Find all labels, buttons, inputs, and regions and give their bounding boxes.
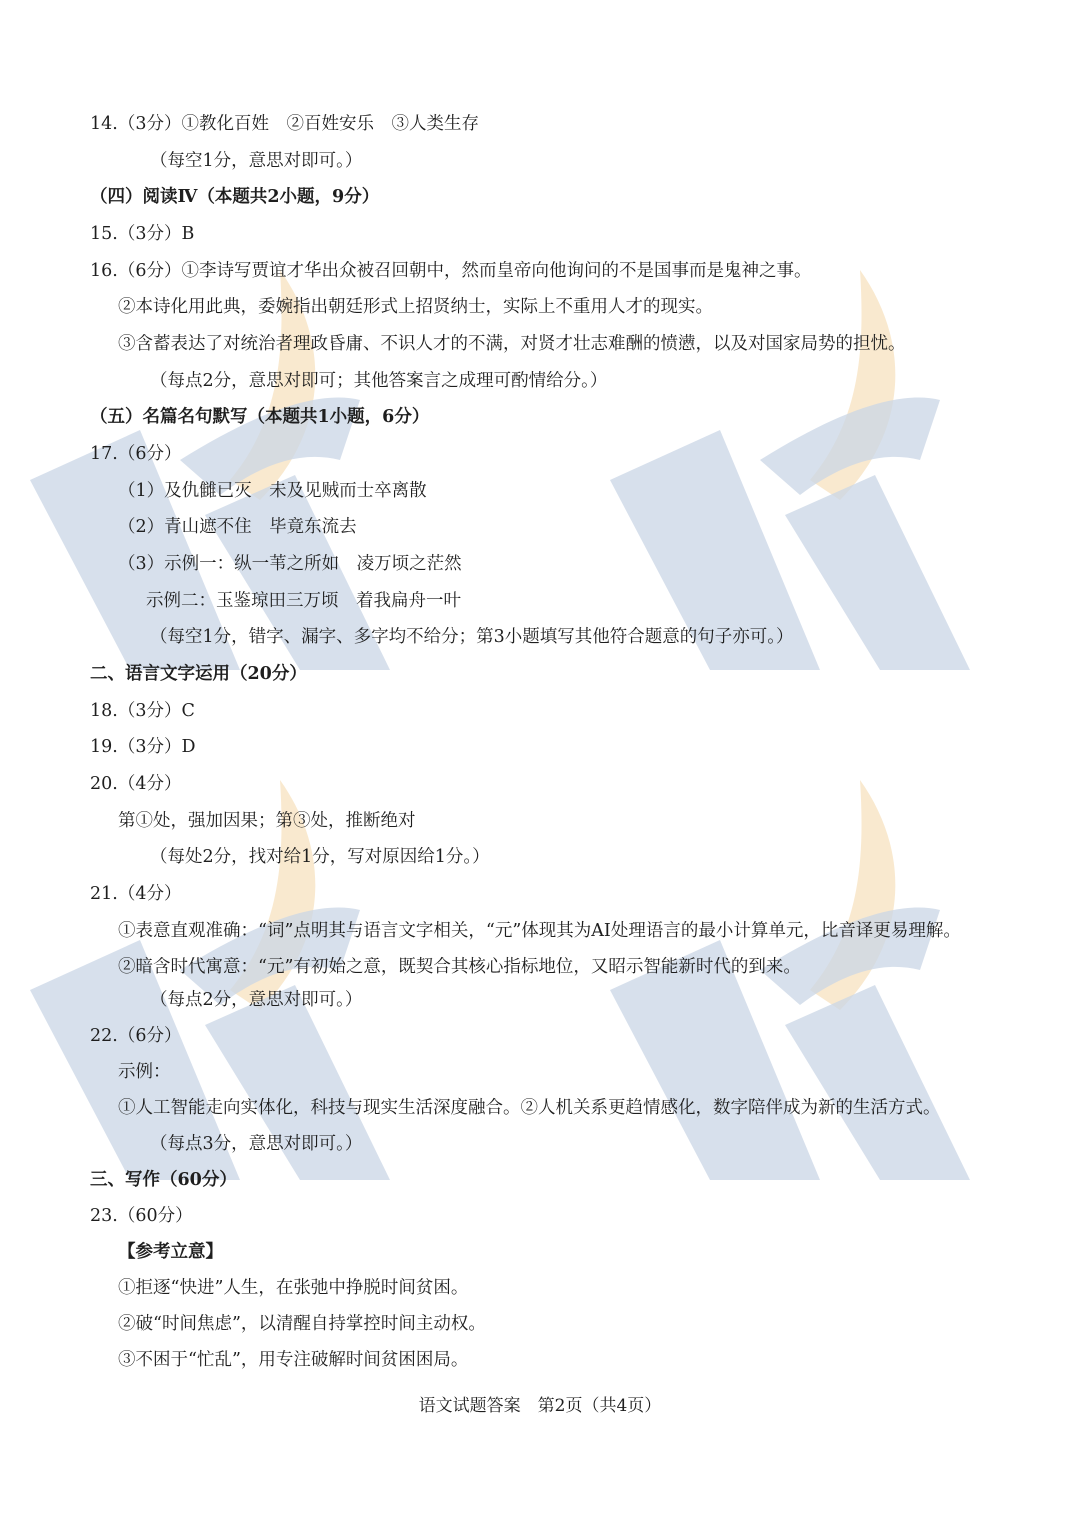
scoring-note-21: （每点2分，意思对即可。） [150,990,363,1010]
section-heading-famous-lines: （五）名篇名句默写（本题共1小题，6分） [90,407,430,427]
answer-17-item-2: （2）青山遮不住 毕竟东流去 [118,517,357,537]
answer-20-heading: 20.（4分） [90,774,182,794]
answer-21-heading: 21.（4分） [90,884,182,904]
answer-21-point-2: ②暗含时代寓意：“元”有初始之意，既契合其核心指标地位，又昭示智能新时代的到来。 [118,957,801,977]
answer-22-heading: 22.（6分） [90,1026,182,1046]
answer-17-item-3-example-1: （3）示例一：纵一苇之所如 凌万顷之茫然 [118,554,462,574]
answer-22-content: ①人工智能走向实体化，科技与现实生活深度融合。②人机关系更趋情感化，数字陪伴成为新的生活方式。 [118,1098,941,1118]
scoring-note-17: （每空1分，错字、漏字、多字均不给分；第3小题填写其他符合题意的句子亦可。） [150,627,794,647]
page-footer: 语文试题答案 第2页（共4页） [418,1396,662,1416]
section-heading-reading-4: （四）阅读Ⅳ（本题共2小题，9分） [90,187,380,207]
answer-17-heading: 17.（6分） [90,444,182,464]
watermark-mark [610,780,970,1180]
answer-22-example-label: 示例： [118,1062,171,1082]
answer-18: 18.（3分）C [90,701,195,721]
answer-15: 15.（3分）B [90,224,195,244]
reference-ideas-heading: 【参考立意】 [118,1242,223,1262]
answer-21-point-1: ①表意直观准确：“词”点明其与语言文字相关，“元”体现其为AI处理语言的最小计算单元，比音译更易理解。 [118,921,961,941]
scoring-note-22: （每点3分，意思对即可。） [150,1134,363,1154]
answer-14: 14.（3分）①教化百姓 ②百姓安乐 ③人类生存 [90,114,479,134]
answer-16-point-1: 16.（6分）①李诗写贾谊才华出众被召回朝中，然而皇帝向他询问的不是国事而是鬼神之事。 [90,261,812,281]
scoring-note-14: （每空1分，意思对即可。） [150,151,363,171]
watermark-mark [610,270,970,670]
answer-23-heading: 23.（60分） [90,1206,193,1226]
watermark-mark [30,780,390,1180]
answer-16-point-3: ③含蓄表达了对统治者理政昏庸、不识人才的不满，对贤才壮志难酬的愤懑，以及对国家局势的担忧。 [118,334,906,354]
reference-idea-1: ①拒逐“快进”人生，在张弛中挣脱时间贫困。 [118,1278,469,1298]
answer-20-content: 第①处，强加因果；第③处，推断绝对 [118,811,416,831]
section-heading-language-use: 二、语言文字运用（20分） [90,664,307,684]
answer-16-point-2: ②本诗化用此典，委婉指出朝廷形式上招贤纳士，实际上不重用人才的现实。 [118,297,713,317]
answer-19: 19.（3分）D [90,737,196,757]
answer-17-item-3-example-2: 示例二：玉鉴琼田三万顷 着我扁舟一叶 [146,591,461,611]
scoring-note-20: （每处2分，找对给1分，写对原因给1分。） [150,847,490,867]
reference-idea-2: ②破“时间焦虑”，以清醒自持掌控时间主动权。 [118,1314,486,1334]
answer-17-item-1: （1）及仇雠已灭 未及见贼而士卒离散 [118,481,427,501]
reference-idea-3: ③不困于“忙乱”，用专注破解时间贫困困局。 [118,1350,469,1370]
scoring-note-16: （每点2分，意思对即可；其他答案言之成理可酌情给分。） [150,371,608,391]
section-heading-writing: 三、写作（60分） [90,1170,237,1190]
